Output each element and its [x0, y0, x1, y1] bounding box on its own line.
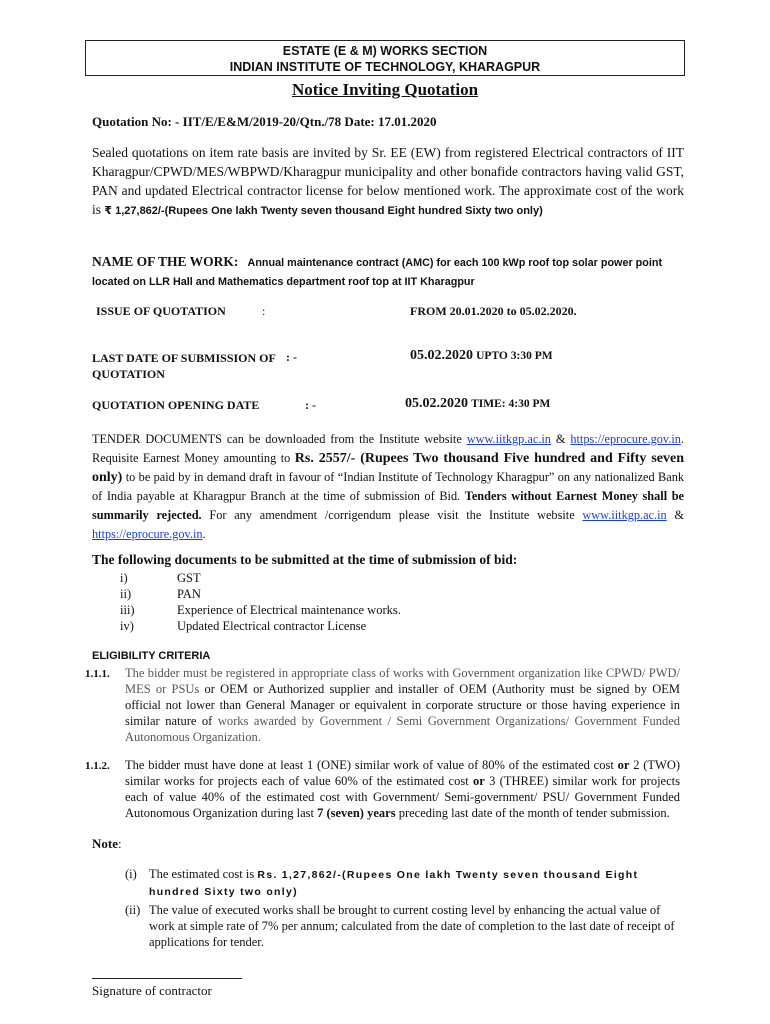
opening-date: 05.02.2020 [405, 396, 468, 411]
eligibility-heading: ELIGIBILITY CRITERIA [92, 650, 211, 662]
institute-website-link-2[interactable]: www.iitkgp.ac.in [582, 508, 667, 522]
note-colon: : [118, 836, 122, 851]
criterion-number: 1.1.1. [85, 668, 110, 680]
criterion-2-part-a: The bidder must have done at least 1 (ONE) similar work of value of 80% of the estimated cost [125, 758, 614, 772]
criterion-1-part-b: or OEM or Authorized supplier and installer of OEM (Authority must be signed by OEM official not lower than General Manager or equivalent in corporate structure or those having experience in similar nature of [125, 682, 680, 728]
period: . [202, 527, 206, 541]
page-title: Notice Inviting Quotation [291, 80, 479, 99]
criterion-2-years: 7 (seven) years [317, 806, 396, 820]
list-item [120, 586, 401, 602]
tender-paragraph [92, 430, 684, 544]
criterion-text [125, 665, 680, 745]
work-label: NAME OF THE WORK: [92, 254, 239, 269]
eligibility-criterion-2 [85, 757, 685, 837]
signature-label: Signature of contractor [92, 983, 212, 998]
earnest-money-amount: Rs. 2557/- (Rupees Two thousand Five hundred and Fifty seven only) [92, 451, 685, 485]
quotation-number: Quotation No: - IIT/E/E&M/2019-20/Qtn./78 Date: 17.01.2020 [92, 114, 437, 129]
submission-separator: : - [286, 350, 297, 364]
criterion-1-part-a: The bidder must be registered in appropriate class of works with Government organization like CPWD/ PWD/ MES or PSUs [125, 666, 680, 696]
tender-text-1: TENDER DOCUMENTS can be downloaded from the Institute website [92, 432, 462, 446]
note-text: The value of executed works shall be brought to current costing level by enhancing the actual value of work at simple rate of 7% per annum; calculated from the date of completion to the last date of receipt of applications for tender. [149, 903, 675, 949]
institute-website-link[interactable]: www.iitkgp.ac.in [466, 432, 551, 446]
criterion-2-or-1: or [617, 758, 630, 772]
note-text [149, 866, 679, 900]
list-item [120, 602, 401, 618]
list-item-number: i) [120, 571, 128, 585]
emd-warning: Tenders without Earnest Money shall be summarily rejected. [92, 489, 685, 522]
list-item-text: GST [177, 571, 201, 585]
opening-separator: : - [305, 398, 316, 412]
issue-label: ISSUE OF QUOTATION [96, 304, 226, 318]
criterion-2-part-b: 2 (TWO) similar works for projects each of value 60% of the estimated cost [125, 758, 681, 788]
tender-text-4: For any amendment /corrigendum please visit the Institute website [209, 508, 575, 522]
criterion-text [125, 757, 680, 821]
issue-dates: FROM 20.01.2020 to 05.02.2020. [410, 304, 577, 318]
list-item-text: PAN [177, 587, 201, 601]
note-label: Note [92, 836, 118, 851]
list-item-text: Updated Electrical contractor License [177, 619, 367, 633]
criterion-number: 1.1.2. [85, 760, 110, 772]
list-item [120, 618, 401, 634]
criterion-2-or-2: or [473, 774, 485, 788]
criterion-2-part-c: 3 (THREE) similar work for projects each of value 40% of the estimated cost with Government/ Semi-government/ PSU/ Government Funded Autonomous Organization during last [125, 774, 680, 820]
section-header-box [85, 40, 685, 76]
work-description: Annual maintenance contract (AMC) for each 100 kWp roof top solar power point located on LLR Hall and Mathematics department roof top at IIT Kharagpur [92, 257, 663, 288]
estimated-amount: ₹ 1,27,862/-(Rupees One lakh Twenty seven thousand Eight hundred Sixty two only) [104, 205, 543, 217]
opening-label: QUOTATION OPENING DATE [92, 398, 260, 412]
intro-paragraph [92, 143, 684, 221]
submission-label: LAST DATE OF SUBMISSION OF QUOTATION [92, 351, 276, 381]
opening-time: TIME: 4:30 PM [471, 398, 551, 410]
list-item-text: Experience of Electrical maintenance works. [177, 603, 401, 617]
criterion-1-part-c: works awarded by Government / Semi Government Organizations/ Government Funded Autonomous Organization. [125, 714, 680, 744]
criterion-2-part-d: preceding last date of the month of tender submission. [398, 806, 670, 820]
submission-date-block [410, 348, 553, 364]
tender-text-2: . Requisite Earnest Money amounting to [92, 432, 684, 465]
signature-line [92, 978, 242, 979]
institute-name: INDIAN INSTITUTE OF TECHNOLOGY, KHARAGPUR [229, 60, 541, 74]
submission-date: 05.02.2020 [410, 348, 473, 363]
documents-list [120, 570, 401, 634]
list-item-number: iii) [120, 603, 135, 617]
issue-separator: : [262, 304, 266, 318]
submission-time: UPTO 3:30 PM [476, 350, 553, 362]
opening-date-block [405, 396, 550, 412]
list-item-number: ii) [120, 587, 132, 601]
list-item-number: iv) [120, 619, 134, 633]
work-name-block [92, 253, 684, 291]
list-item [120, 570, 401, 586]
section-name: ESTATE (E & M) WORKS SECTION [282, 44, 488, 58]
documents-heading: The following documents to be submitted at the time of submission of bid: [92, 552, 518, 567]
eprocure-link-2[interactable]: https://eprocure.gov.in [92, 527, 203, 541]
note-number: (ii) [125, 903, 141, 917]
ampersand: & [555, 432, 566, 446]
note-label-block [92, 836, 122, 852]
eprocure-link[interactable]: https://eprocure.gov.in [570, 432, 681, 446]
note-number: (i) [125, 867, 137, 881]
note-1-text: The estimated cost is [149, 867, 255, 881]
eligibility-criterion-1 [85, 665, 685, 745]
intro-text: Sealed quotations on item rate basis are invited by Sr. EE (EW) from registered Electrical contractors of IIT Kharagpur/CPWD/MES/WBPWD/Kharagpur municipality and other bonafide contractors having valid GST, PAN and updated Electrical contractor license for below mentioned work. The approximate cost of the work is [92, 145, 684, 217]
tender-text-3: to be paid by in demand draft in favour of “Indian Institute of Technology Kharagpur” on any nationalized Bank of India payable at Kharagpur Branch at the time of submission of Bid. [92, 470, 685, 503]
note-1-amount: Rs. 1,27,862/-(Rupees One lakh Twenty seven thousand Eight hundred Sixty two only) [149, 869, 639, 898]
ampersand-2: & [674, 508, 685, 522]
